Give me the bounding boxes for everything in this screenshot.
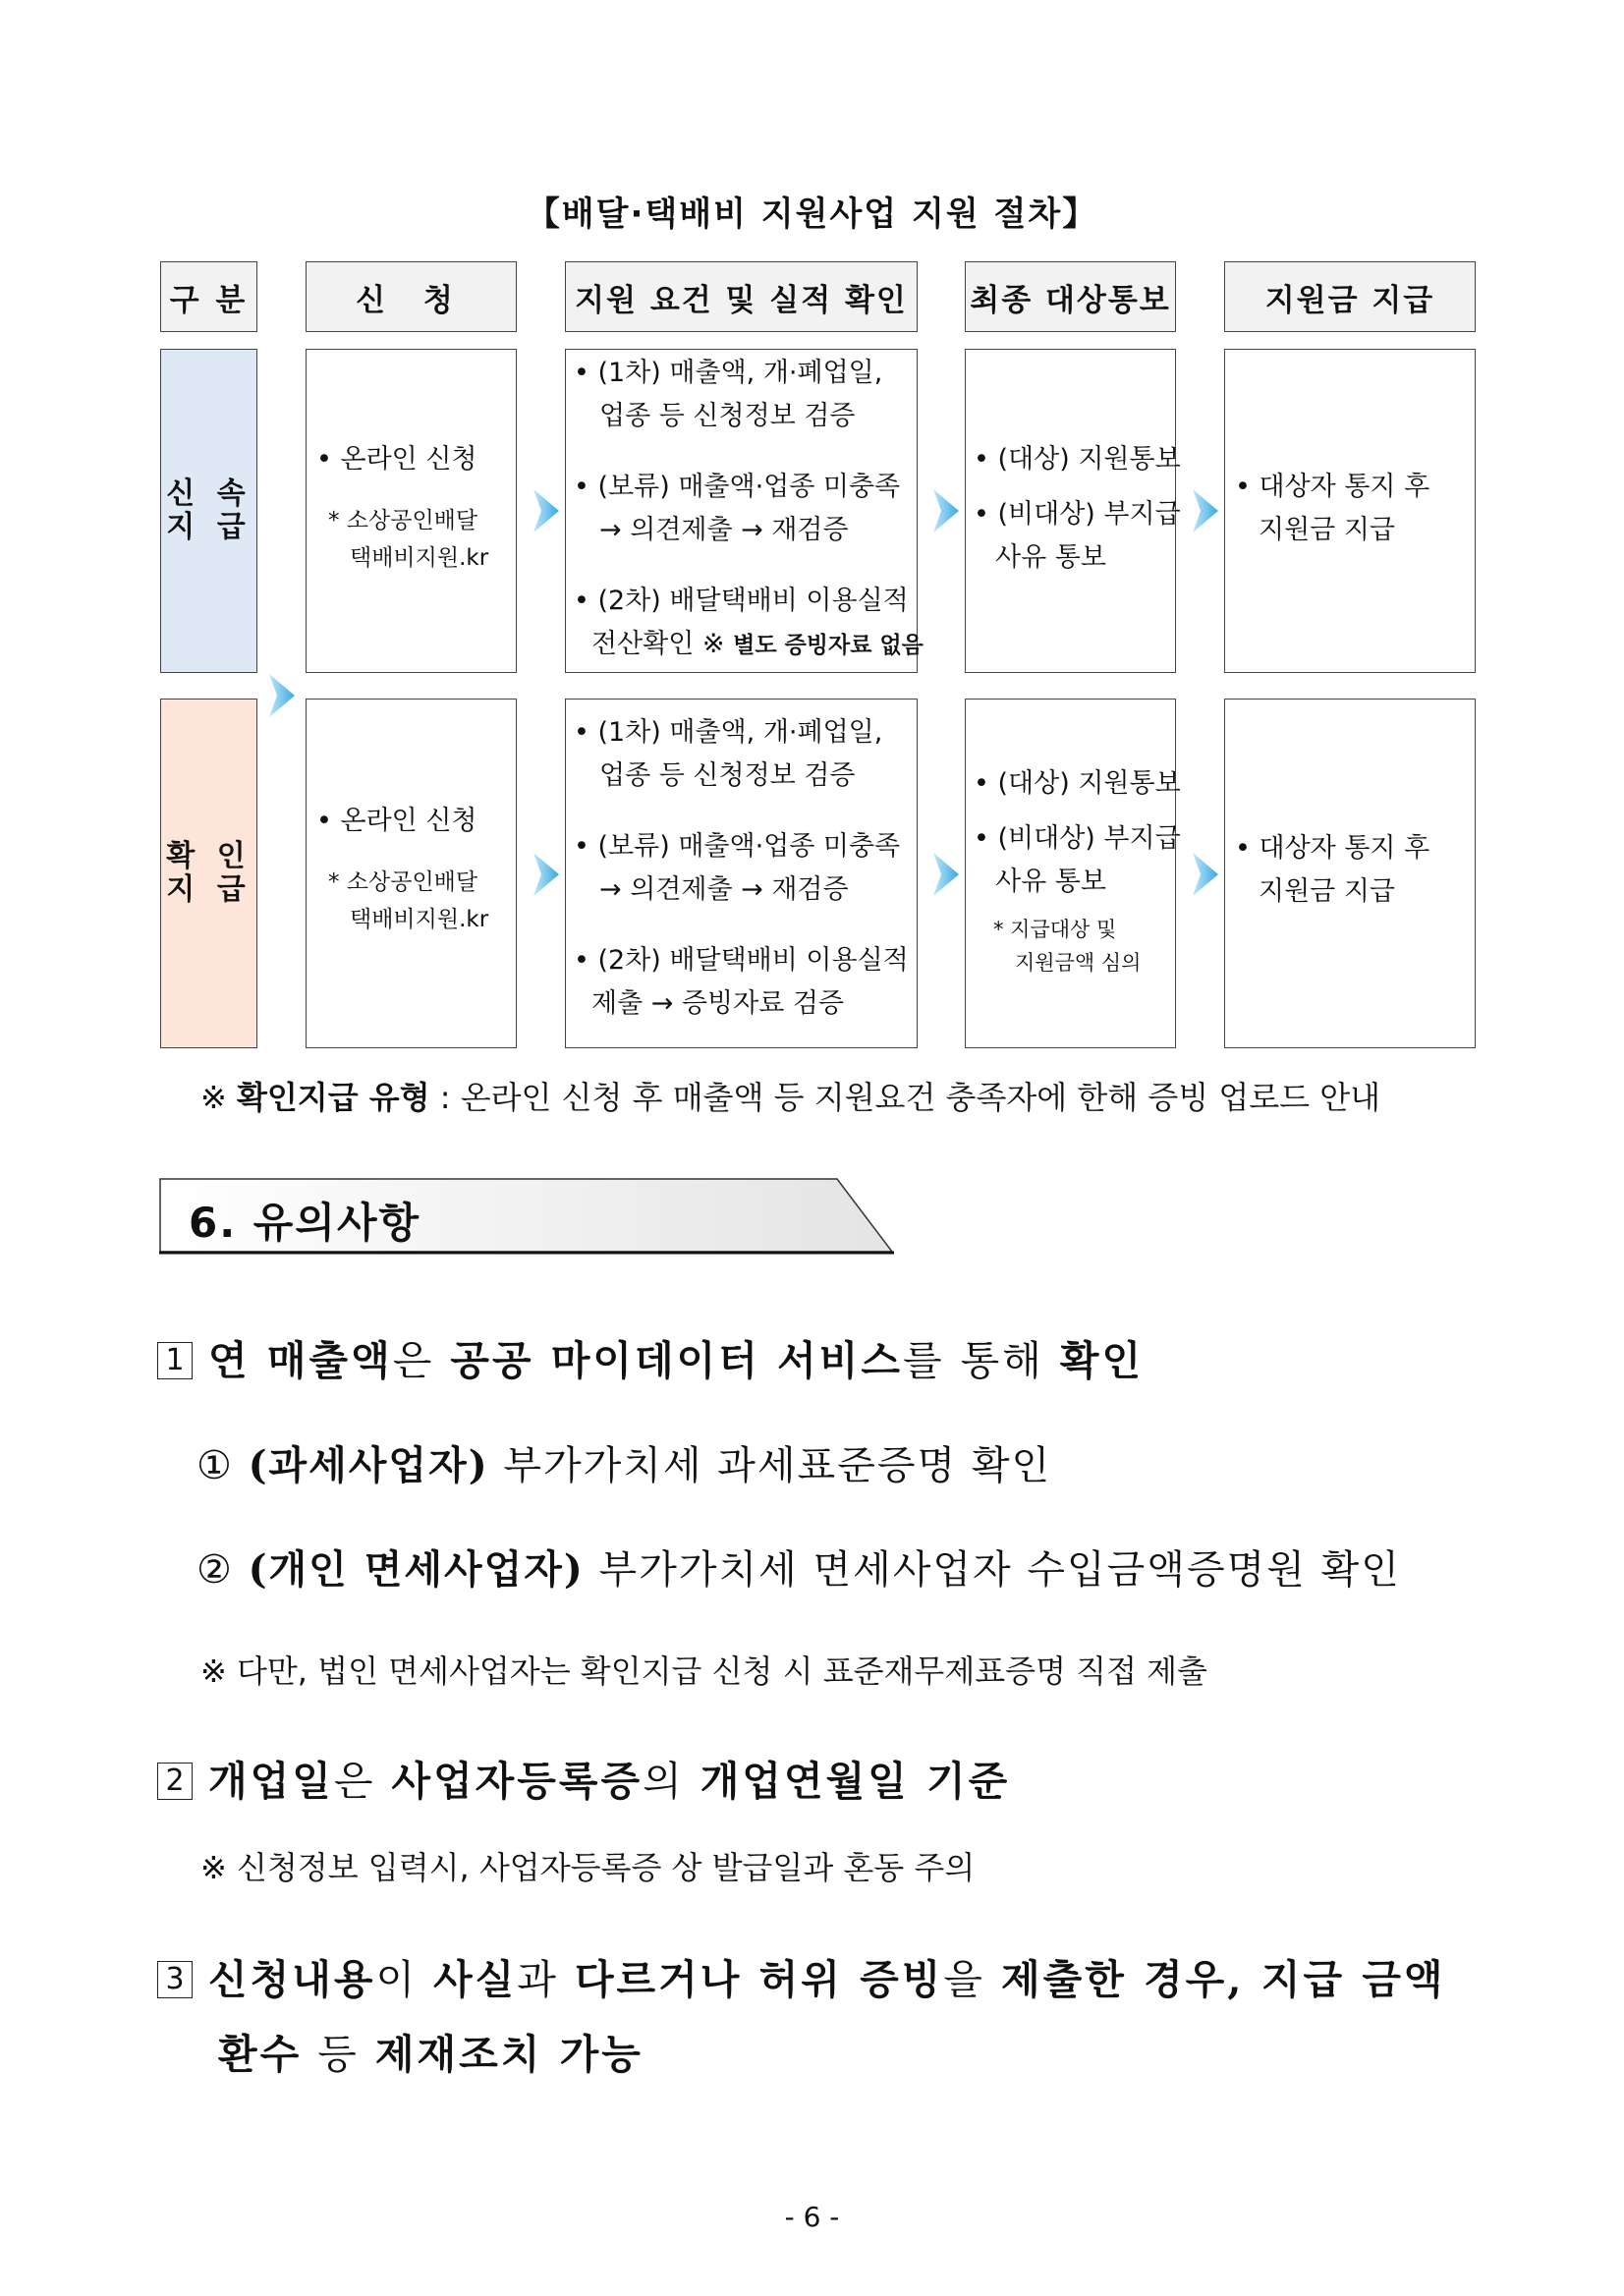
pay-box-fast [1224, 349, 1476, 673]
emphasis-text: 환수 [218, 2031, 303, 2078]
plain-text: 를 통해 [902, 1337, 1060, 1384]
flow-arrow-icon [1193, 489, 1218, 532]
check-line: • (보류) 매출액·업종 미충족 [574, 831, 901, 862]
section-header [159, 1177, 896, 1256]
pay-box-confirm [1224, 699, 1476, 1048]
apply-box-confirm [306, 699, 517, 1048]
notice-item-1 [157, 1328, 1144, 1386]
check-line: • (보류) 매출액·업종 미충족 [574, 472, 901, 502]
diagram-footnote [200, 1073, 1380, 1118]
page-number: - 6 - [784, 2201, 840, 2233]
notify-box-confirm [965, 699, 1181, 1048]
note-corporate-tax-exempt: ※ 다만, 법인 면세사업자는 확인지급 신청 시 표준재무제표증명 직접 제출 [200, 1652, 1207, 1690]
check-line: → 의견제출 → 재검증 [599, 874, 849, 905]
item-3-text-cont [218, 2031, 644, 2078]
apply-note: * 소상공인배달 [328, 869, 478, 895]
row-label-line: 확 인 [166, 839, 252, 873]
check-line: • (1차) 매출액, 개·폐업일, [574, 717, 883, 748]
check-box-fast [565, 349, 924, 673]
pay-line: 지원금 지급 [1259, 515, 1395, 545]
sub-number: ② [196, 1547, 234, 1593]
row-label-line: 지 급 [166, 510, 252, 544]
header-apply: 신 청 [306, 261, 517, 332]
notify-line: • (비대상) 부지급 [974, 823, 1181, 854]
check-line: 업종 등 신청정보 검증 [599, 401, 856, 431]
emphasis-text: 다르거나 허위 증빙 [574, 1956, 944, 2003]
sub-item-2 [196, 1539, 1401, 1595]
notify-box-fast [965, 349, 1181, 673]
check-line: 업종 등 신청정보 검증 [599, 760, 856, 791]
pay-line: 지원금 지급 [1259, 876, 1395, 907]
plain-text: 등 [302, 2031, 375, 2078]
row-label-fast [160, 349, 257, 673]
plain-text: 을 [943, 1956, 1001, 2003]
check-line: • (1차) 매출액, 개·폐업일, [574, 358, 883, 388]
no-evidence-text: 별도 증빙자료 없음 [733, 633, 924, 658]
header-check: 지원 요건 및 실적 확인 [565, 261, 918, 332]
item-1-text [208, 1337, 1144, 1384]
row-label-line: 신 속 [166, 476, 252, 511]
flow-arrow-icon [269, 674, 295, 717]
notify-line: • (비대상) 부지급 [974, 499, 1181, 530]
check-box-confirm [565, 699, 918, 1048]
item-2-text [208, 1758, 1010, 1805]
notify-note: * 지급대상 및 [993, 918, 1117, 941]
check-line-text: 전산확인 ※ [591, 629, 734, 659]
plain-text: 의 [643, 1758, 700, 1805]
footnote-mark: ※ [200, 1079, 237, 1116]
plain-text: 과 [517, 1956, 575, 2003]
pay-line: • 대상자 통지 후 [1235, 472, 1430, 502]
item-number-box: 1 [157, 1342, 193, 1379]
header-pay: 지원금 지급 [1224, 261, 1476, 332]
section-title: 6. 유의사항 [189, 1199, 421, 1247]
plain-text: 은 [333, 1758, 392, 1805]
emphasis-text: 개업연월일 기준 [700, 1758, 1011, 1805]
sub-rest: 부가가치세 면세사업자 수입금액증명원 확인 [584, 1547, 1401, 1593]
sub-bold: (과세사업자) [248, 1442, 489, 1488]
check-line: → 의견제출 → 재검증 [599, 515, 849, 545]
apply-note: * 소상공인배달 [328, 508, 478, 533]
notify-line: 사유 통보 [995, 542, 1106, 573]
flow-arrow-icon [1193, 853, 1218, 896]
emphasis-text: 제출한 경우, 지급 금액 [1000, 1956, 1446, 2003]
emphasis-text: 사업자등록증 [391, 1758, 644, 1805]
check-line: • (2차) 배달택배비 이용실적 [574, 945, 909, 976]
pay-line: • 대상자 통지 후 [1235, 833, 1430, 864]
notify-line: • (대상) 지원통보 [974, 768, 1181, 799]
notice-item-3-cont [218, 2022, 644, 2080]
item-number-box: 3 [157, 1961, 193, 1998]
item-3-text [208, 1956, 1446, 2003]
header-category: 구 분 [160, 261, 257, 332]
apply-box-fast [306, 349, 517, 673]
emphasis-text: 확인 [1059, 1337, 1145, 1384]
check-line: • (2차) 배달택배비 이용실적 [574, 586, 909, 616]
apply-note: 택배비지원.kr [350, 907, 489, 932]
emphasis-text: 공공 마이데이터 서비스 [450, 1337, 903, 1384]
notice-item-3 [157, 1947, 1446, 2005]
notify-line: 사유 통보 [995, 867, 1106, 897]
flow-arrow-icon [933, 853, 959, 896]
check-line: 제출 → 증빙자료 검증 [591, 988, 845, 1019]
diagram-title: 【배달·택배비 지원사업 지원 절차】 [526, 195, 1098, 234]
emphasis-text: 연 매출액 [208, 1337, 393, 1384]
notify-note: 지원금액 심의 [1015, 951, 1142, 975]
row-label-line: 지 급 [166, 872, 252, 907]
flow-arrow-icon [533, 853, 559, 896]
footnote-bold: 확인지급 유형 [236, 1079, 430, 1116]
notify-line: • (대상) 지원통보 [974, 444, 1181, 475]
sub-item-1 [196, 1434, 1051, 1490]
footnote-rest: : 온라인 신청 후 매출액 등 지원요건 충족자에 한해 증빙 업로드 안내 [429, 1079, 1381, 1116]
emphasis-text: 제재조치 가능 [374, 2031, 644, 2078]
apply-bullet: • 온라인 신청 [316, 806, 477, 836]
plain-text: 은 [392, 1337, 451, 1384]
header-notify: 최종 대상통보 [965, 261, 1176, 332]
plain-text: 이 [375, 1956, 434, 2003]
emphasis-text: 사실 [433, 1956, 518, 2003]
emphasis-text: 신청내용 [208, 1956, 376, 2003]
notice-item-2 [157, 1749, 1010, 1807]
flow-arrow-icon [533, 489, 559, 532]
flow-arrow-icon [933, 489, 959, 532]
note-issue-date: ※ 신청정보 입력시, 사업자등록증 상 발급일과 혼동 주의 [200, 1849, 976, 1886]
sub-number: ① [196, 1443, 234, 1488]
item-number-box: 2 [157, 1763, 193, 1800]
sub-rest: 부가가치세 과세표준증명 확인 [488, 1443, 1052, 1488]
apply-bullet: • 온라인 신청 [316, 444, 477, 475]
check-line [591, 629, 924, 661]
row-label-confirm [160, 699, 257, 1048]
sub-bold: (개인 면세사업자) [248, 1546, 585, 1593]
apply-note: 택배비지원.kr [350, 545, 489, 571]
emphasis-text: 개업일 [208, 1758, 334, 1805]
